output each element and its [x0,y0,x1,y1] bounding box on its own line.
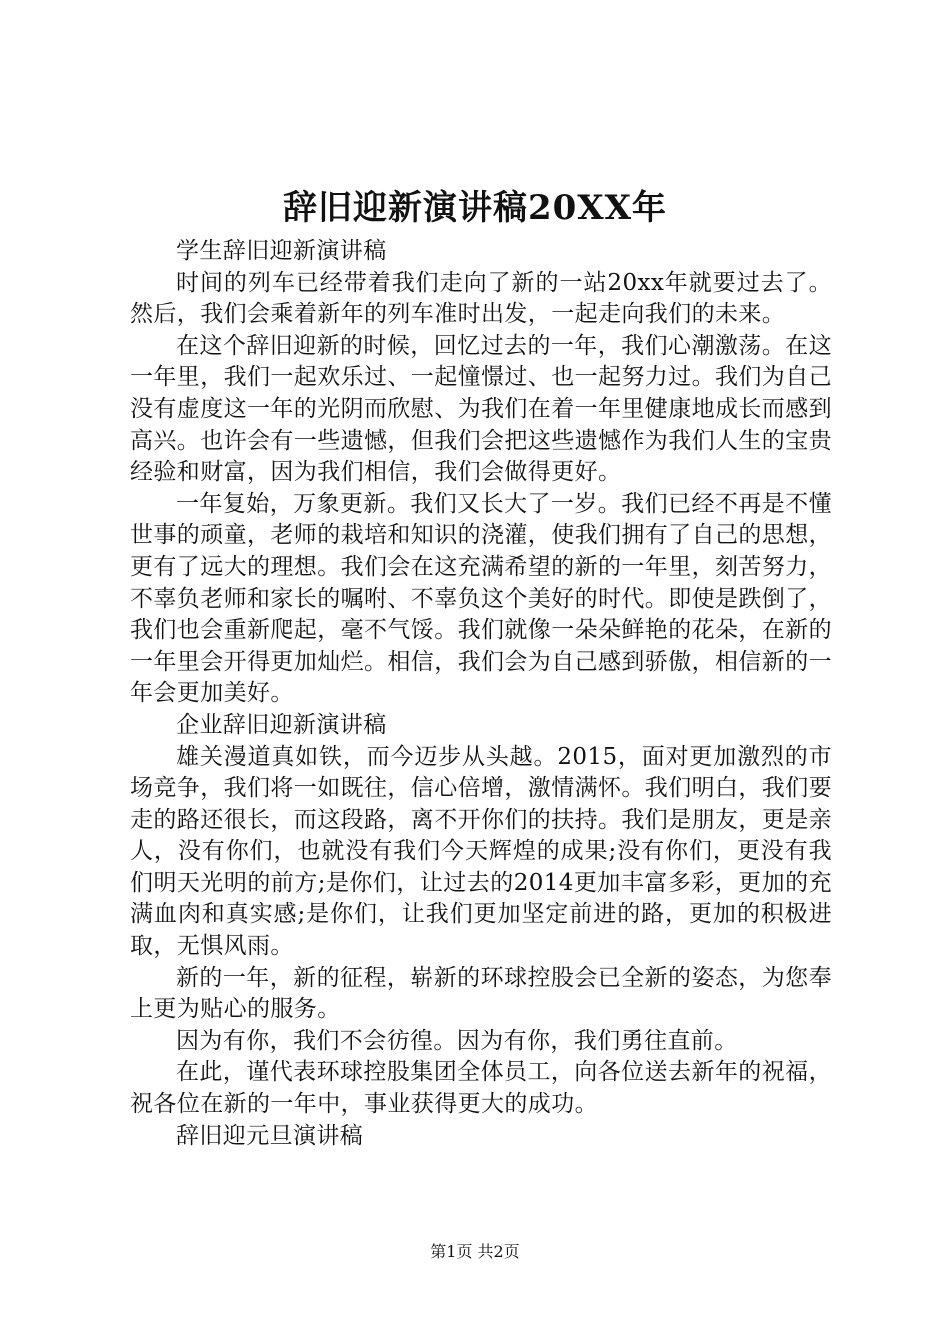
paragraph-heading-student: 学生辞旧迎新演讲稿 [176,238,387,264]
paragraph-heading-new-year: 辞旧迎元旦演讲稿 [176,1122,364,1149]
paragraph: 一年复始，万象更新。我们又长大了一岁。我们已经不再是不懂世事的顽童，老师的栽培和知识的浇灌，使我们拥有了自己的思想，更有了远大的理想。我们会在这充满希望的新的一年里，刻苦努力，不辜负老师和家长的嘱咐、不辜负这个美好的时代。即使是跌倒了，我们也会重新爬起，毫不气馁。我们就像一朵朵鲜艳的花朵，在新的一年里会开得更加灿烂。相信，我们会为自己感到骄傲，相信新的一年会更加美好。 [130,490,832,707]
document-title: 辞旧迎新演讲稿20XX年 [282,188,668,228]
document-body [130,236,832,1152]
paragraph: 在这个辞旧迎新的时候，回忆过去的一年，我们心潮激荡。在这一年里，我们一起欢乐过、一起憧憬过、也一起努力过。我们为自己没有虚度这一年的光阴而欣慰、为我们在着一年里健康地成长而感到高兴。也许会有一些遗憾，但我们会把这些遗憾作为我们人生的宝贵经验和财富，因为我们相信，我们会做得更好。 [130,332,832,486]
paragraph: 新的一年，新的征程，崭新的环球控股会已全新的姿态，为您奉上更为贴心的服务。 [130,964,832,1023]
paragraph: 时间的列车已经带着我们走向了新的一站20xx年就要过去了。然后，我们会乘着新年的列车准时出发，一起走向我们的未来。 [130,269,832,328]
page-number-footer: 第1页 共2页 [430,1242,520,1261]
paragraph: 因为有你，我们不会彷徨。因为有你，我们勇往直前。 [176,1027,738,1054]
paragraph: 雄关漫道真如铁，而今迈步从头越。2015，面对更加激烈的市场竞争，我们将一如既往，信心倍增，激情满怀。我们明白，我们要走的路还很长，而这段路，离不开你们的扶持。我们是朋友，更是亲人，没有你们，也就没有我们今天辉煌的成果;没有你们，更没有我们明天光明的前方;是你们，让过去的2014更加丰富多彩，更加的充满血肉和真实感;是你们，让我们更加坚定前进的路，更加的积极进取，无惧风雨。 [130,743,832,960]
paragraph-heading-enterprise: 企业辞旧迎新演讲稿 [176,711,387,738]
paragraph: 在此，谨代表环球控股集团全体员工，向各位送去新年的祝福，祝各位在新的一年中，事业获得更大的成功。 [130,1059,832,1118]
